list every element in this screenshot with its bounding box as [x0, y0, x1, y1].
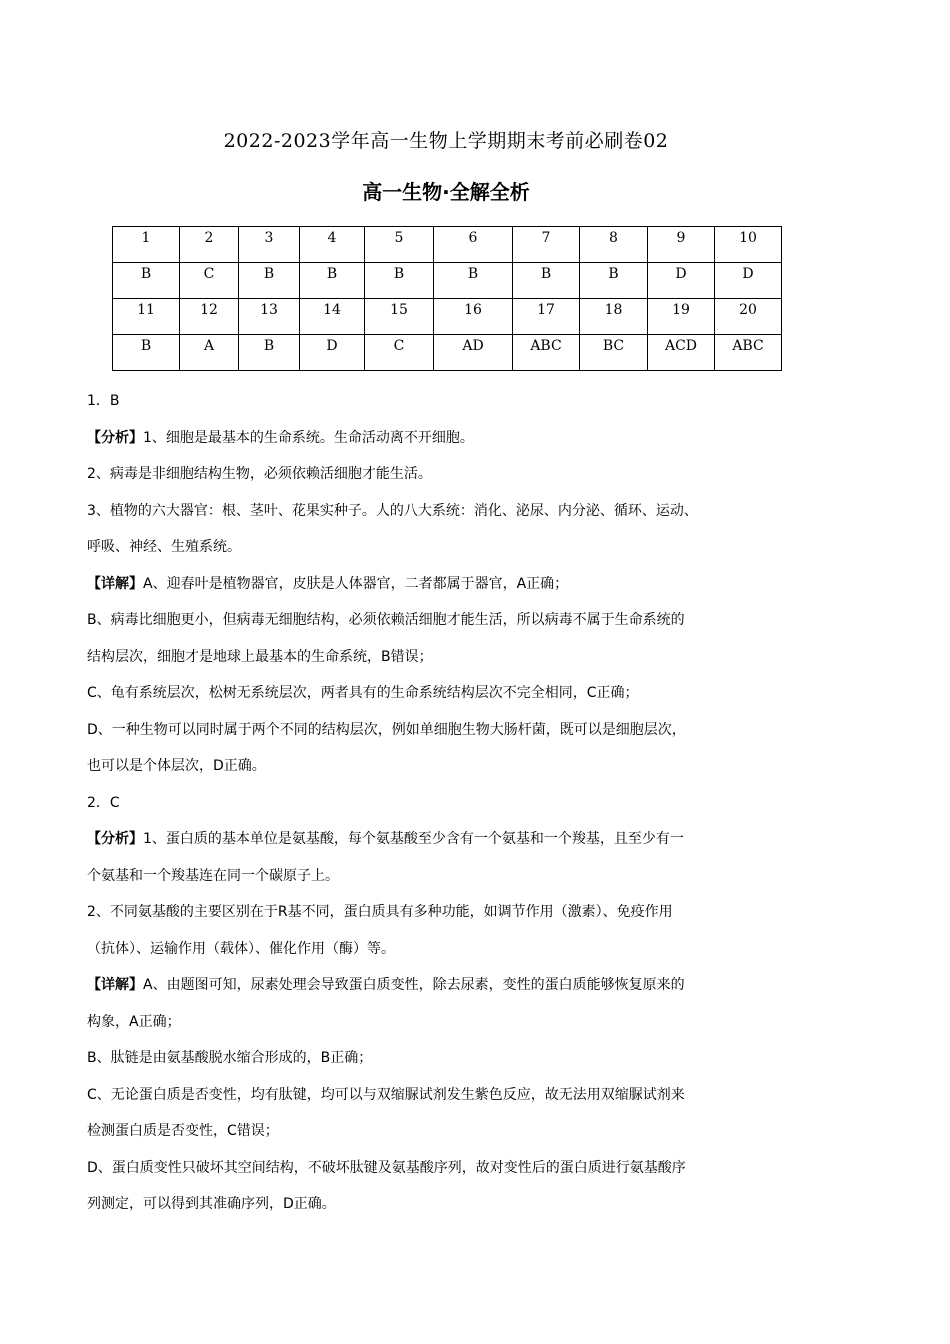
question-number-cell: 3: [239, 227, 300, 263]
question-number-cell: 9: [648, 227, 715, 263]
text-line: [87, 529, 827, 566]
text-line: [87, 602, 827, 639]
text-line: [87, 821, 827, 858]
question-number-cell: 8: [580, 227, 648, 263]
text-line: [87, 383, 827, 420]
line-text: A、迎春叶是植物器官，皮肤是人体器官，二者都属于器官，A正确；: [143, 575, 569, 592]
question-number-cell: 15: [365, 299, 434, 335]
text-line: [87, 1186, 827, 1223]
text-line: [87, 785, 827, 822]
question-number-cell: 20: [715, 299, 782, 335]
answer-cell: B: [365, 263, 434, 299]
answer-table: [112, 226, 782, 371]
question-number-cell: 7: [513, 227, 580, 263]
page-title: 2022-2023学年高一生物上学期期末考前必刷卷02: [223, 130, 669, 152]
question-number-cell: 13: [239, 299, 300, 335]
text-line: [87, 1040, 827, 1077]
page-subtitle: 高一生物·全解全析: [362, 180, 530, 204]
answer-cell: C: [180, 263, 239, 299]
line-text: 1、细胞是最基本的生命系统。生命活动离不开细胞。: [143, 429, 474, 446]
answer-cell: D: [300, 335, 365, 371]
line-text: C、无论蛋白质是否变性，均有肽键，均可以与双缩脲试剂发生紫色反应，故无法用双缩脲试剂来: [87, 1086, 685, 1103]
text-line: [87, 858, 827, 895]
text-line: [87, 712, 827, 749]
answer-cell: A: [180, 335, 239, 371]
text-line: [87, 894, 827, 931]
text-line: [87, 1113, 827, 1150]
question-number-row: [113, 227, 782, 263]
line-text: B、病毒比细胞更小，但病毒无细胞结构，必须依赖活细胞才能生活，所以病毒不属于生命系统的: [87, 612, 685, 628]
question-number-cell: 18: [580, 299, 648, 335]
text-line: [87, 639, 827, 676]
line-text: 呼吸、神经、生殖系统。: [87, 539, 241, 555]
answer-row: [113, 335, 782, 371]
question-number-cell: 4: [300, 227, 365, 263]
answer-cell: ABC: [513, 335, 580, 371]
explanation-text: [87, 383, 827, 1223]
text-line: [87, 931, 827, 968]
answer-cell: B: [513, 263, 580, 299]
line-text: 3、植物的六大器官：根、茎叶、花果实种子。人的八大系统：消化、泌尿、内分泌、循环、运动、: [87, 502, 698, 519]
answer-cell: B: [113, 263, 180, 299]
text-line: [87, 420, 827, 457]
answer-cell: BC: [580, 335, 648, 371]
answer-cell: C: [365, 335, 434, 371]
line-text: 结构层次，细胞才是地球上最基本的生命系统，B错误；: [87, 648, 433, 665]
text-line: [87, 1077, 827, 1114]
text-line: [87, 675, 827, 712]
text-line: [87, 1004, 827, 1041]
section-tag: 【详解】: [87, 575, 143, 592]
answer-cell: B: [300, 263, 365, 299]
answer-cell: ACD: [648, 335, 715, 371]
section-tag: 【分析】: [87, 831, 143, 847]
question-number-cell: 12: [180, 299, 239, 335]
question-number-cell: 6: [434, 227, 513, 263]
question-number-row: [113, 299, 782, 335]
section-tag: 【详解】: [87, 977, 143, 993]
question-number-cell: 5: [365, 227, 434, 263]
answer-cell: B: [580, 263, 648, 299]
text-line: [87, 748, 827, 785]
answer-cell: ABC: [715, 335, 782, 371]
section-tag: 【分析】: [87, 429, 143, 446]
line-text: 个氨基和一个羧基连在同一个碳原子上。: [87, 867, 339, 884]
answer-cell: B: [434, 263, 513, 299]
question-number-cell: 11: [113, 299, 180, 335]
line-text: 也可以是个体层次，D正确。: [87, 758, 266, 774]
question-number-cell: 17: [513, 299, 580, 335]
text-line: [87, 967, 827, 1004]
answer-cell: B: [113, 335, 180, 371]
line-text: 列测定，可以得到其准确序列，D正确。: [87, 1196, 336, 1212]
line-text: 1、蛋白质的基本单位是氨基酸，每个氨基酸至少含有一个氨基和一个羧基，且至少有一: [143, 831, 684, 847]
answer-cell: D: [648, 263, 715, 299]
line-text: （抗体）、运输作用（载体）、催化作用（酶）等。: [87, 940, 395, 957]
question-number-cell: 19: [648, 299, 715, 335]
text-line: [87, 493, 827, 530]
text-line: [87, 1150, 827, 1187]
line-text: 2、病毒是非细胞结构生物，必须依赖活细胞才能生活。: [87, 466, 432, 482]
text-line: [87, 566, 827, 603]
line-text: B、肽链是由氨基酸脱水缩合形成的，B正确；: [87, 1050, 373, 1066]
line-text: 2．C: [87, 794, 120, 811]
answer-row: [113, 263, 782, 299]
question-number-cell: 1: [113, 227, 180, 263]
line-text: 2、不同氨基酸的主要区别在于R基不同，蛋白质具有多种功能，如调节作用（激素）、免疫作用: [87, 904, 673, 920]
question-number-cell: 16: [434, 299, 513, 335]
line-text: C、龟有系统层次，松树无系统层次，两者具有的生命系统结构层次不完全相同，C正确；: [87, 685, 639, 701]
question-number-cell: 10: [715, 227, 782, 263]
line-text: 1．B: [87, 393, 120, 409]
line-text: 检测蛋白质是否变性，C错误；: [87, 1123, 279, 1139]
answer-cell: D: [715, 263, 782, 299]
line-text: D、一种生物可以同时属于两个不同的结构层次，例如单细胞生物大肠杆菌，既可以是细胞层次，: [87, 721, 686, 738]
line-text: D、蛋白质变性只破坏其空间结构，不破坏肽键及氨基酸序列，故对变性后的蛋白质进行氨基酸序: [87, 1159, 686, 1176]
answer-cell: B: [239, 335, 300, 371]
line-text: A、由题图可知，尿素处理会导致蛋白质变性，除去尿素，变性的蛋白质能够恢复原来的: [143, 977, 685, 993]
question-number-cell: 14: [300, 299, 365, 335]
answer-cell: AD: [434, 335, 513, 371]
line-text: 构象，A正确；: [87, 1013, 181, 1030]
text-line: [87, 456, 827, 493]
question-number-cell: 2: [180, 227, 239, 263]
answer-cell: B: [239, 263, 300, 299]
